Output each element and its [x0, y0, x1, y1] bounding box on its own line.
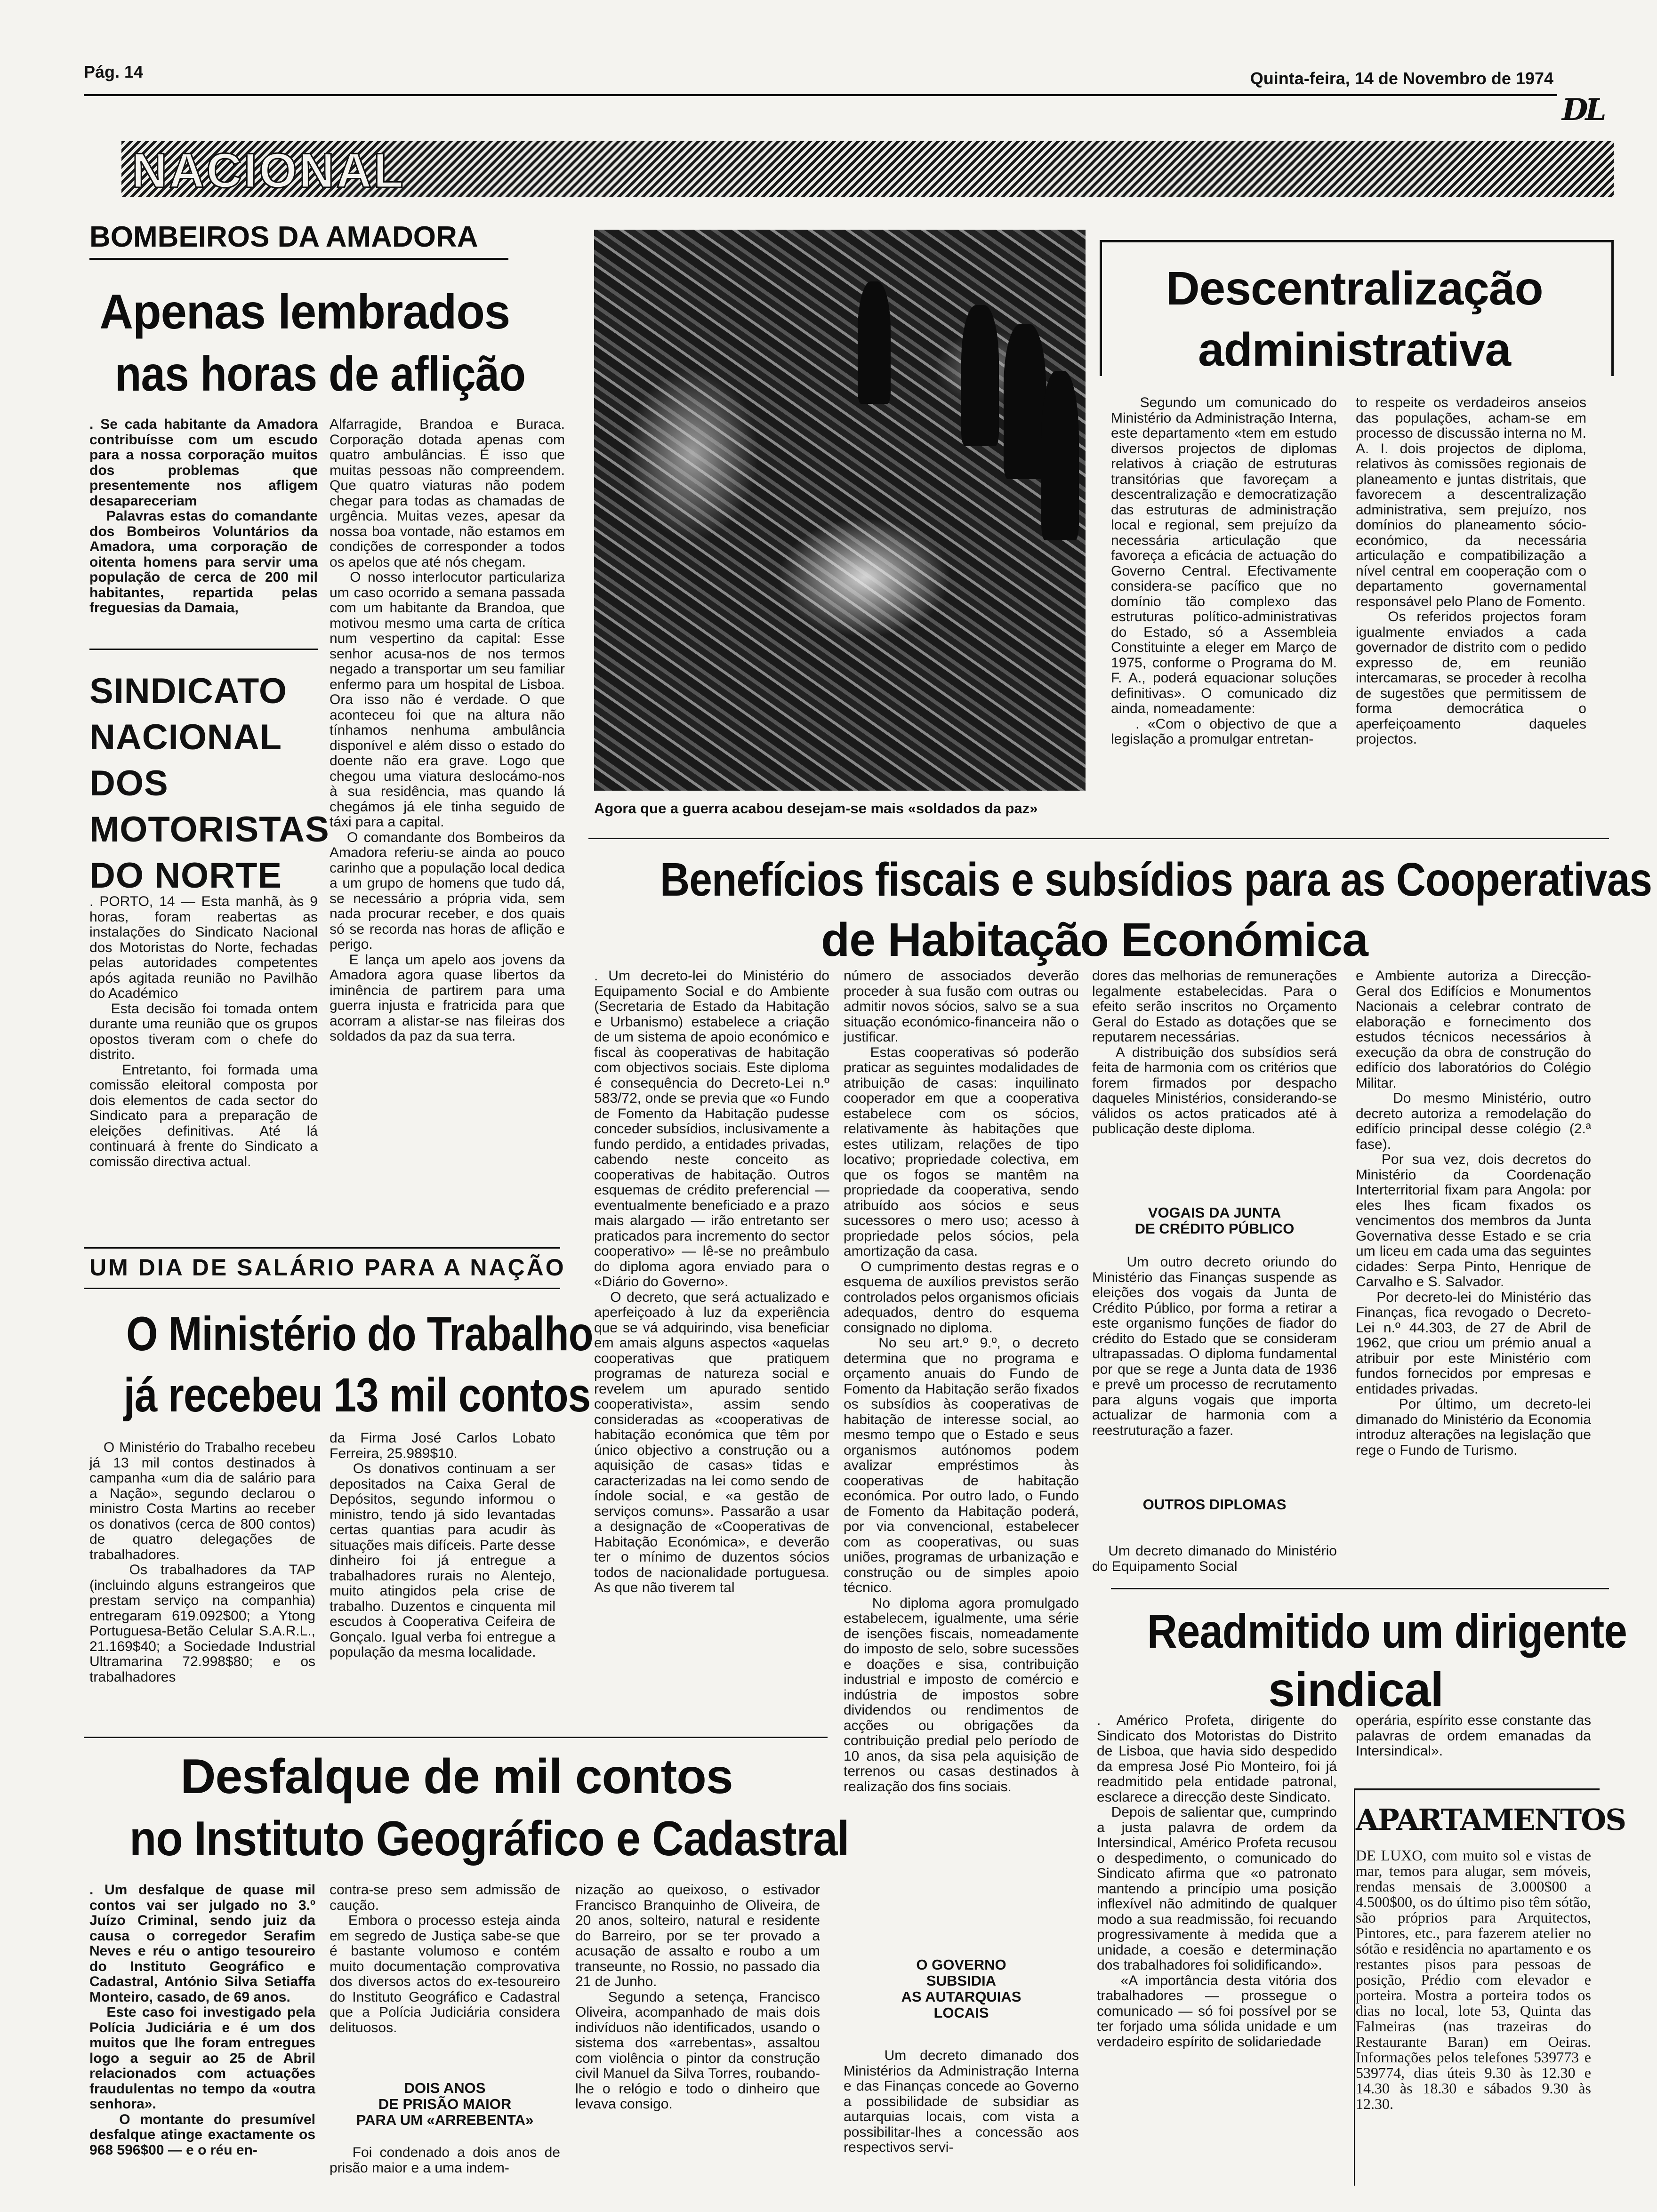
beneficios-column-3: dores das melhorias de remunerações legalmente estabelecidas. Para o efeito serão inscritos no Orçamento Geral do Estado as dotações que se reputarem necessárias. A distribuição dos subsídios será feita de harmonia com os critérios que forem firmados por despacho daqueles Ministérios, considerando-se válidos os actos praticados até à publicação deste diploma.: [1092, 968, 1337, 1137]
trabalho-column-1: O Ministério do Trabalho recebeu já 13 mil contos destinados à campanha «um dia de salário para a Nação», segundo declarou o ministro Costa Martins ao receber os donativos (cerca de 800 contos) de quatro delegações de trabalhadores. Os trabalhadores da TAP (incluindo alguns estrangeiros que prestam serviço na companhia) entregaram 619.092$00; a Ytong Portuguesa-Betão Celular S.A.R.L., 21.169$40; a Sociedade Industrial Ultramarina 72.998$80; e os trabalhadores: [89, 1440, 315, 1685]
top-section-rule: [588, 838, 1609, 839]
desfalque-column-2b: Foi condenado a dois anos de prisão maior e a uma indem-: [330, 2145, 564, 2176]
section-banner: [121, 141, 1614, 197]
bombeiros-kicker-rule: [89, 258, 508, 260]
photo-figure-4: [1041, 371, 1079, 540]
bombeiros-kicker: BOMBEIROS DA AMADORA: [89, 221, 478, 253]
desfalque-column-2: contra-se preso sem admissão de caução. Embora o processo esteja ainda em segredo de Justiça sabe-se que é bastante volumoso e contém muito documentação comprovativa dos diversos actos do ex-tesoureiro do Instituto Geográfico e Cadastral que a Polícia Judiciária considera delituosos.: [330, 1882, 560, 2036]
beneficios-column-2b: Um decreto dimanado dos Ministérios da Administração Interna e das Finanças concede ao Governo a possibilidade de subsidiar as autarquias locais, com vista a possibilitar-lhes a concessão aos respectivos servi-: [844, 2048, 1083, 2155]
trabalho-column-2: da Firma José Carlos Lobato Ferreira, 25.989$10. Os donativos continuam a ser depositados na Caixa Geral de Depósitos, segundo informou o ministro, tendo já sido levantadas certas quantias para acudir às situações mais difíceis. Parte desse dinheiro foi já entregue a trabalhadores rurais no Alentejo, muito atingidos pela crise de trabalho. Duzentos e cinquenta mil escudos à Cooperativa Ceifeira de Gonçalo. Igual verba foi entregue a população da mesma localidade.: [330, 1430, 555, 1660]
photo-figure-3: [858, 281, 891, 404]
issue-date: Quinta-feira, 14 de Novembro de 1974: [1250, 69, 1553, 88]
readmitido-column-1: . Américo Profeta, dirigente do Sindicato dos Motoristas do Distrito de Lisboa, que havia sido despedido da empresa José Pio Monteiro, foi já readmitido pela entidade patronal, esclarece a direcção deste Sindicato. Depois de salientar que, cumprindo a justa palavra de ordem da Intersindical, Américo Profeta recusou o despedimento, o comunicado do Sindicato afirma que «o patronato mantendo a princípio uma posição inflexível não admitindo de qualquer modo a sua readmissão, foi recuando progressivamente à medida que a unidade, a coesão e determinação dos trabalhadores foi solidificando». «A importância desta vitória dos trabalhadores — prossegue o comunicado — só foi possível por se ter forjado uma sólida unidade e um verdadeiro espírito de solidariedade: [1097, 1713, 1337, 2050]
desfalque-title-line2: no Instituto Geográfico e Cadastral: [129, 1811, 849, 1866]
beneficios-title-line2: de Habitação Económica: [821, 914, 1368, 966]
ad-title: APARTAMENTOS: [1356, 1803, 1626, 1837]
trabalho-kicker: UM DIA DE SALÁRIO PARA A NAÇÃO: [89, 1254, 566, 1281]
bombeiros-title-line2: nas horas de aflição: [114, 347, 526, 401]
beneficios-column-3b: Um outro decreto oriundo do Ministério das Finanças suspende as eleições dos vogais da Junta de Crédito Público, por forma a retirar a este organismo funções de fiador do crédito do Estado que se consideram ultrapassadas. O diploma fundamental por que se rege a Junta data de 1936 e prevê um processo de recrutamento para alguns vogais que importa actualizar de harmonia com a reestruturação a fazer.: [1092, 1254, 1341, 1438]
beneficios-column-4: e Ambiente autoriza a Direcção-Geral dos Edifícios e Monumentos Nacionais a celebrar contrato de elaboração e fornecimento dos estudos técnicos necessários à execução da obra de construção do edifício dos laboratórios do Colégio Militar. Do mesmo Ministério, outro decreto autoriza a remodelação do edifício principal desse colégio (2.ª fase). Por sua vez, dois decretos do Ministério da Coordenação Interterritorial fixam para Angola: por eles lhes ficam fixados os vencimentos dos membros da Junta Governativa desse Estado e se cria um liceu em cada uma das seguintes cidades: Serpa Pinto, Henrique de Carvalho e S. Salvador. Por decreto-lei do Ministério das Finanças, fica revogado o Decreto-Lei n.º 44.303, de 27 de Abril de 1962, que criou um prémio anual a atribuir por este Ministério com fundos fornecidos por empresas e entidades privadas. Por último, um decreto-lei dimanado do Ministério da Economia introduz alterações na legislação que rege o Fundo de Turismo.: [1356, 968, 1591, 1458]
bombeiros-column-1: . Se cada habitante da Amadora contribuísse com um escudo para a nossa corporação muitos dos problemas que presentemente nos afligem desapareceriam Palavras estas do comandante dos Bombeiros Voluntários da Amadora, uma corporação de oitenta homens para servir uma população de cerca de 200 mil habitantes, repartida pelas freguesias da Damaia,: [89, 417, 318, 616]
section-title: NACIONAL: [132, 144, 405, 198]
fire-station-photo: [594, 230, 1086, 791]
sindicato-text: . PORTO, 14 — Esta manhã, às 9 horas, foram reabertas as instalações do Sindicato Nacional dos Motoristas do Norte, fechadas pelas autoridades competentes após agitada reunião no Pavilhão do Académico Esta decisão foi tomada ontem durante uma reunião que os grupos opostos tiveram com o chefe do distrito. Entretanto, foi formada uma comissão eleitoral composta por dois elementos de cada sector do Sindicato para a preparação de eleições definitivas. Até lá continuará à frente do Sindicato a comissão directiva actual.: [89, 894, 318, 1170]
beneficios-subhead-outros: OUTROS DIPLOMAS: [1142, 1496, 1287, 1513]
page-number: Pág. 14: [84, 62, 144, 81]
sindicato-title: SINDICATO NACIONAL DOS MOTORISTAS DO NORTE: [89, 671, 330, 896]
desfalque-column-3: nização ao queixoso, o estivador Francisco Branquinho de Oliveira, de 20 anos, solteiro, natural e residente do Barreiro, por se ter provado a acusação de assalto e roubo a um transeunte, no Rossio, no passado dia 21 de Junho. Segundo a setença, Francisco Oliveira, acompanhado de mais dois indivíduos não identificados, usando o sistema dos «arrebentas», assaltou com violência o pintor da construção civil Manuel da Silva Torres, roubando-lhe o relógio e todo o dinheiro que levava consigo.: [575, 1882, 820, 2112]
header-rule: [84, 94, 1557, 96]
trabalho-title-line1: O Ministério do Trabalho: [126, 1307, 593, 1361]
photo-caption: Agora que a guerra acabou desejam-se mais «soldados da paz»: [594, 800, 1038, 817]
desfalque-top-rule: [84, 1737, 828, 1738]
masthead-logo: DL: [1562, 92, 1604, 128]
desfalque-subhead: DOIS ANOS DE PRISÃO MAIOR PARA UM «ARREBENTA»: [356, 2080, 534, 2128]
beneficios-title-line1: Benefícios fiscais e subsídios para as Cooperativas: [660, 853, 1652, 906]
readmitido-column-2: operária, espírito esse constante das palavras de ordem emanadas da Intersindical».: [1356, 1713, 1595, 1759]
trabalho-title-line2: já recebeu 13 mil contos: [123, 1368, 591, 1422]
photo-figure-2: [1004, 324, 1046, 479]
descentralizacao-title-line2: administrativa: [1198, 323, 1511, 376]
trabalho-kicker-rule: [84, 1288, 560, 1289]
trabalho-top-rule: [84, 1247, 560, 1249]
descentralizacao-column-1: Segundo um comunicado do Ministério da Administração Interna, este departamento «tem em estudo diversos projectos de diplomas relativos à criação de estruturas transitórias que favoreçam a descentralização e democratização das estruturas de administração local e regional, sem prejuízo da necessária articulação que favoreça a eficácia de actuação do Governo Central. Efectivamente considera-se pacífico que no domínio tão complexo das estruturas político-administrativas do Estado, só a Assembleia Constituinte a eleger em Março de 1975, conforme o Programa do M. F. A., poderá equacionar soluções definitivas». O comunicado diz ainda, nomeadamente: . «Com o objectivo de que a legislação a promulgar entretan-: [1111, 395, 1337, 747]
beneficios-subhead-autarquias: O GOVERNO SUBSIDIA AS AUTARQUIAS LOCAIS: [901, 1956, 1022, 2021]
ad-text: DE LUXO, com muito sol e vistas de mar, temos para alugar, sem móveis, rendas mensais de 3.000$00 a 4.500$00, os do último piso têm sótão, são próprios para Arquitectos, Pintores, etc., para fazerem atelier no sótão e residência no apartamento e os restantes pisos para pessoas de posição, Prédio com elevador e porteira. Mostra a porteira todos os dias no local, lote 53, Quinta das Falmeiras (nas trazeiras do Restaurante Baran) em Oeiras. Informações pelos telefones 539773 e 539774, dias úteis 9.30 às 12.30 e 14.30 às 18.30 e sábados 9.30 às 12.30.: [1356, 1847, 1595, 2112]
descentralizacao-column-2: to respeite os verdadeiros anseios das populações, acham-se em processo de discussão interna no M. A. I. dois projectos de diploma, relativos às comissões regionais de planeamento e juntas distritais, que favorecem a descentralização administrativa, sem prejuízo, nos domínios do planeamento sócio-económico, da necessária articulação e compatibilização a nível central em cooperação com o departamento governamental responsável pelo Plano de Fomento. Os referidos projectos foram igualmente enviados a cada governador de distrito com o pedido expresso de, em reunião intercamaras, se proceder à recolha de sugestões que permitissem de forma democrática o aperfeiçoamento daqueles projectos.: [1356, 395, 1586, 747]
bombeiros-title-line1: Apenas lembrados: [99, 285, 510, 339]
bombeiros-bottom-rule: [89, 649, 318, 650]
desfalque-title-line1: Desfalque de mil contos: [180, 1749, 733, 1804]
descentralizacao-title-line1: Descentralização: [1166, 262, 1543, 315]
beneficios-column-3c: Um decreto dimanado do Ministério do Equipamento Social: [1092, 1543, 1341, 1574]
readmitido-title-line2: sindical: [1268, 1663, 1443, 1716]
beneficios-column-2: número de associados deverão proceder à sua fusão com outras ou admitir novos sócios, salvo se a sua situação económico-financeira não o justificar. Estas cooperativas só poderão praticar as seguintes modalidades de atribuição de casas: inquilinato cooperador em que a cooperativa estabelece com os sócios, relativamente às habitações que estes utilizam, relações de tipo locativo; propriedade colectiva, em que os fogos se mantêm na propriedade da cooperativa, sendo atribuído aos sócios e seus sucessores o mero uso; acesso à propriedade pelos sócios, pela amortização da casa. O cumprimento destas regras e o esquema de auxílios previstos serão controlados pelos organismos oficiais adequados, dentro do esquema consignado no diploma. No seu art.º 9.º, o decreto determina que no programa e orçamento anuais do Fundo de Fomento da Habitação serão fixados os subsídios às cooperativas de habitação de interesse social, ao mesmo tempo que o Estado e seus organismos autónomos podem avalizar empréstimos às cooperativas de habitação económica. Por outro lado, o Fundo de Fomento da Habitação poderá, por via convencional, estabelecer com as cooperativas, ou suas uniões, programas de urbanização e construção ou de simples apoio técnico. No diploma agora promulgado estabelecem, igualmente, uma série de isenções fiscais, nomeadamente do imposto de selo, sobre sucessões e doações e sisa, contribuição industrial e imposto de comércio e indústria de impostos sobre dividendos ou rendimentos de acções ou obrigações da contribuição predial pelo período de 10 anos, da sisa pela aquisição de terrenos ou casas destinados à realização dos fins sociais.: [844, 968, 1079, 1795]
beneficios-column-1: . Um decreto-lei do Ministério do Equipamento Social e do Ambiente (Secretaria de Estado da Habitação e Urbanismo) estabelece a criação de um sistema de apoio económico e fiscal às cooperativas de habitação com objectivos sociais. Este diploma é consequência do Decreto-Lei n.º 583/72, onde se previa que «o Fundo de Fomento da Habitação pudesse conceder subsídios, inclusivamente a fundo perdido, a entidades privadas, cabendo neste conceito as cooperativas de habitação. Outros esquemas de crédito preferencial — eventualmente beneficiado e a prazo mais alargado — irão entretanto ser praticados para incremento do sector cooperativo» — lê-se no preâmbulo do diploma agora enviado para o «Diário do Governo». O decreto, que será actualizado e aperfeiçoado à luz da experiência que se vá adquirindo, visa beneficiar em amais alguns aspectos «aquelas cooperativas que pratiquem programas de natureza social e revelem um apurado sentido cooperativista», assim sendo consideradas as «cooperativas de habitação económica que têm por único objectivo a construção ou a aquisição de casas» tidas e caracterizadas na lei como sendo de índole social, e «a gestão de serviços comuns». Passarão a usar a designação de «Cooperativas de Habitação Económica», e deverão ter o mínimo de duzentos sócios todos de nacionalidade portuguesa. As que não tiverem tal: [594, 968, 829, 1595]
bombeiros-column-2: Alfarragide, Brandoa e Buraca. Corporação dotada apenas com quatro ambulâncias. É isso que muitas pessoas não compreendem. Que quatro viaturas não podem chegar para todas as chamadas de urgência. Muitas vezes, apesar da nossa boa vontade, não estamos em condições de corresponder a todos os apelos que até nós chegam. O nosso interlocutor particulariza um caso ocorrido a semana passada com um habitante da Brandoa, que motivou mesmo uma carta de crítica num vespertino da capital: Esse senhor acusa-nos de nos termos negado a transportar um seu familiar enfermo para um hospital de Lisboa. Ora isso não é verdade. O que aconteceu foi que na altura não tínhamos nenhuma ambulância disponível e além disso o estado do doente não era grave. Logo que chegou uma viatura deslocámo-nos à sua residência, mas quando lá chegámos já ele tinha seguido de táxi para a capital. O comandante dos Bombeiros da Amadora referiu-se ainda ao pouco carinho que a população local dedica a um grupo de homens que tudo dá, se necessário a própria vida, sem nada procurar receber, e dos quais só se recorda nas horas de aflição e perigo. E lança um apelo aos jovens da Amadora agora quase libertos da iminência de partirem para uma guerra injusta e fratricida para que acorram a alistar-se nas fileiras dos soldados da paz da sua terra.: [330, 417, 565, 1044]
photo-figure-1: [961, 305, 999, 446]
desfalque-column-1: . Um desfalque de quase mil contos vai ser julgado no 3.º Juízo Criminal, sendo juiz da causa o corregedor Serafim Neves e réu o antigo tesoureiro do Instituto Geográfico e Cadastral, António Silva Setiaffa Monteiro, casado, de 69 anos. Este caso foi investigado pela Polícia Judiciária e é um dos muitos que lhe foram entregues logo a seguir ao 25 de Abril relacionados com actuações fraudulentas no tempo da «outra senhora». O montante do presumível desfalque atinge exactamente os 968 596$00 — e o réu en-: [89, 1882, 315, 2158]
readmitido-top-rule: [1111, 1588, 1609, 1589]
beneficios-subhead-vogais: VOGAIS DA JUNTA DE CRÉDITO PÚBLICO: [1134, 1204, 1295, 1237]
readmitido-title-line1: Readmitido um dirigente: [1147, 1604, 1627, 1658]
